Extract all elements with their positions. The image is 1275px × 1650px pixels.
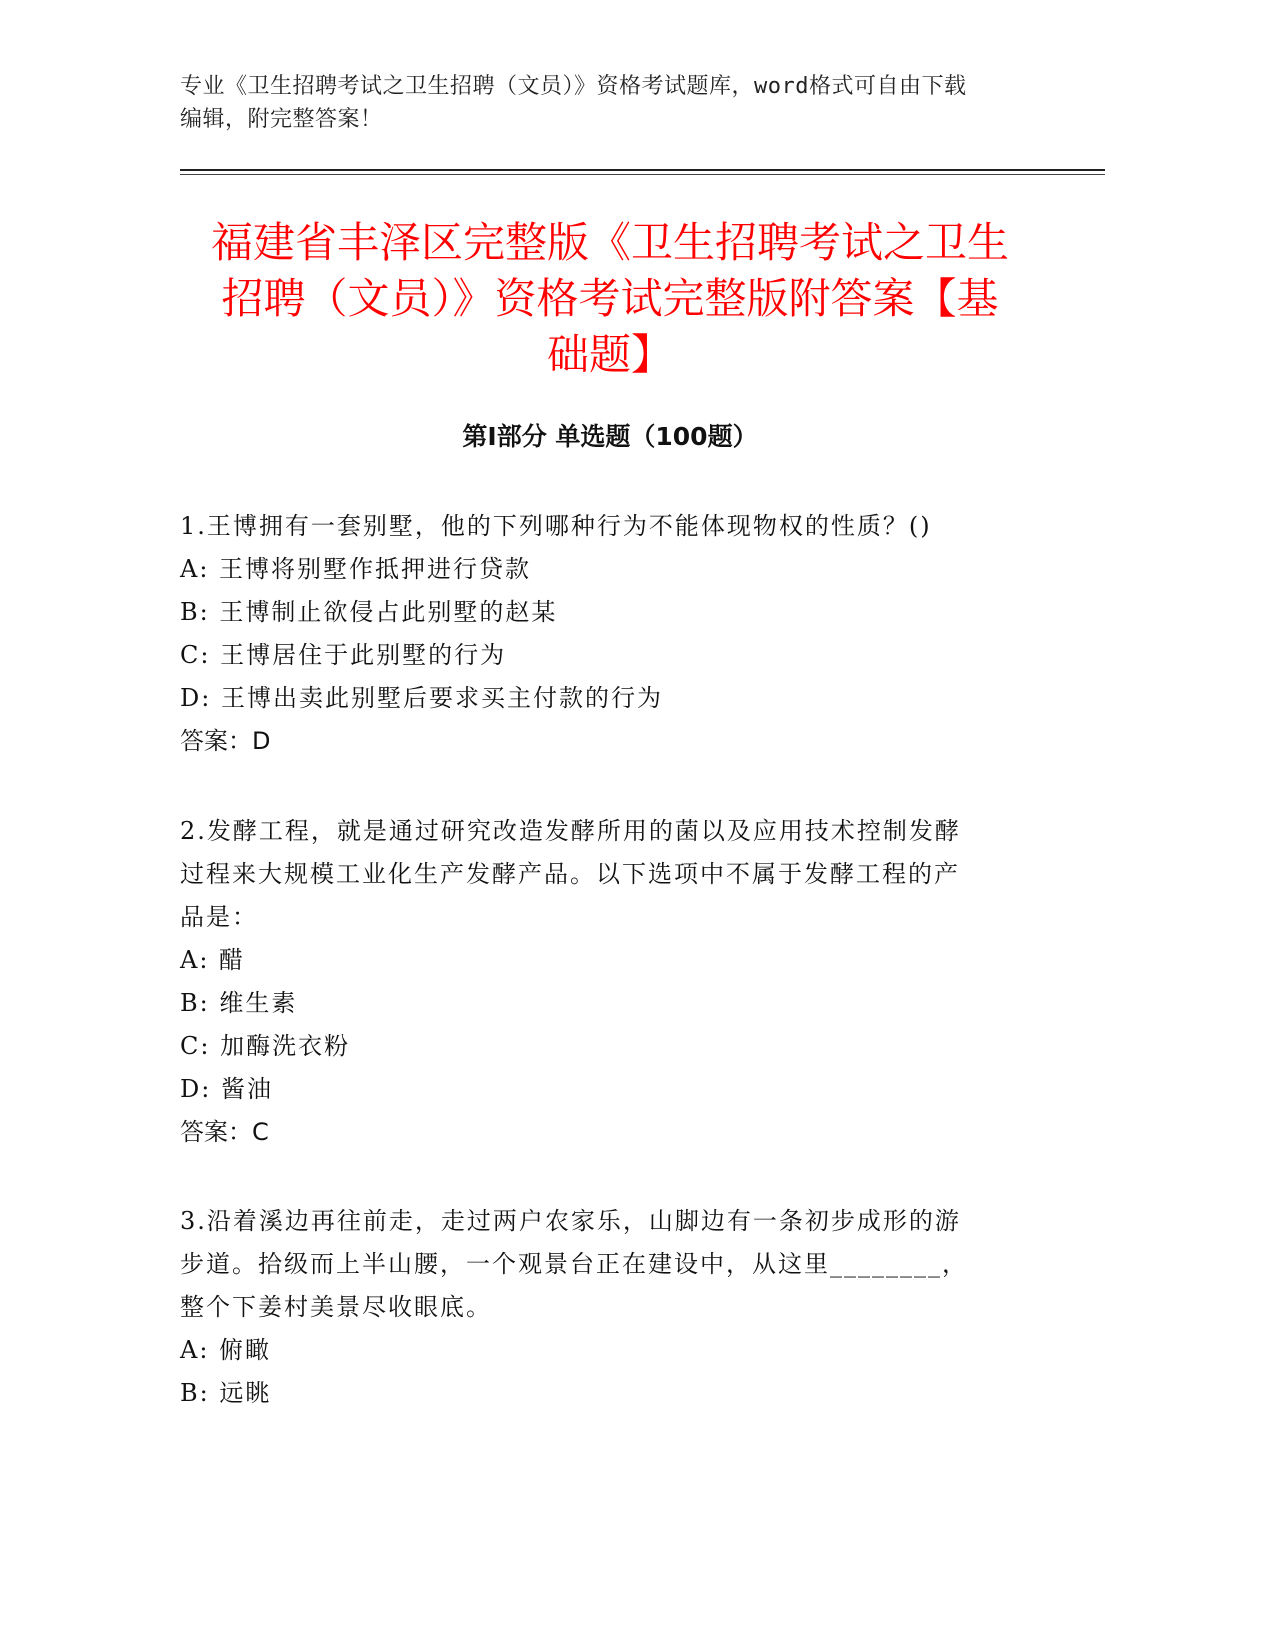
question-1 <box>180 505 1040 763</box>
question-text-line: 过程来大规模工业化生产发酵产品。以下选项中不属于发酵工程的产 <box>180 860 960 888</box>
document-title <box>180 215 1040 383</box>
question-text-line: 步道。拾级而上半山腰，一个观景台正在建设中，从这里________， <box>180 1250 968 1278</box>
document-title-line-1: 福建省丰泽区完整版《卫生招聘考试之卫生 <box>210 218 1009 267</box>
question-text-line: 品是： <box>180 903 258 931</box>
question-option-c: C: 加酶洗衣粉 <box>180 1032 351 1060</box>
question-option-d: D: 酱油 <box>180 1075 273 1103</box>
document-title-line-3: 础题】 <box>546 330 673 379</box>
header-divider-thin <box>180 174 1105 175</box>
section-title: 第Ⅰ部分 单选题（100题） <box>462 422 758 451</box>
header-note-line-1: 专业《卫生招聘考试之卫生招聘（文员）》资格考试题库，word格式可自由下载 <box>180 74 967 99</box>
question-option-b: B: 维生素 <box>180 989 298 1017</box>
question-option-d: D: 王博出卖此别墅后要求买主付款的行为 <box>180 684 663 712</box>
header-note-line-2: 编辑，附完整答案！ <box>180 107 383 132</box>
question-text-line: 2.发酵工程，就是通过研究改造发酵所用的菌以及应用技术控制发酵 <box>180 817 961 845</box>
question-option-a: A: 俯瞰 <box>180 1336 272 1364</box>
question-text-line: 3.沿着溪边再往前走，走过两户农家乐，山脚边有一条初步成形的游 <box>180 1207 961 1235</box>
question-3 <box>180 1200 1040 1415</box>
question-option-c: C: 王博居住于此别墅的行为 <box>180 641 507 669</box>
header-divider-thick <box>180 169 1105 171</box>
question-option-a: A: 王博将别墅作抵押进行贷款 <box>180 555 532 583</box>
question-option-a: A: 醋 <box>180 946 246 974</box>
document-title-line-2: 招聘（文员）》资格考试完整版附答案【基 <box>221 274 999 323</box>
question-text-line: 1.王博拥有一套别墅，他的下列哪种行为不能体现物权的性质？() <box>180 512 932 540</box>
question-text-line: 整个下姜村美景尽收眼底。 <box>180 1293 492 1321</box>
question-answer: 答案：C <box>180 1118 269 1146</box>
header-note <box>180 70 1040 136</box>
question-option-b: B: 王博制止欲侵占此别墅的赵某 <box>180 598 558 626</box>
question-option-b: B: 远眺 <box>180 1379 272 1407</box>
question-answer: 答案：D <box>180 727 271 755</box>
question-2 <box>180 810 1040 1154</box>
document-page <box>180 0 1105 1650</box>
